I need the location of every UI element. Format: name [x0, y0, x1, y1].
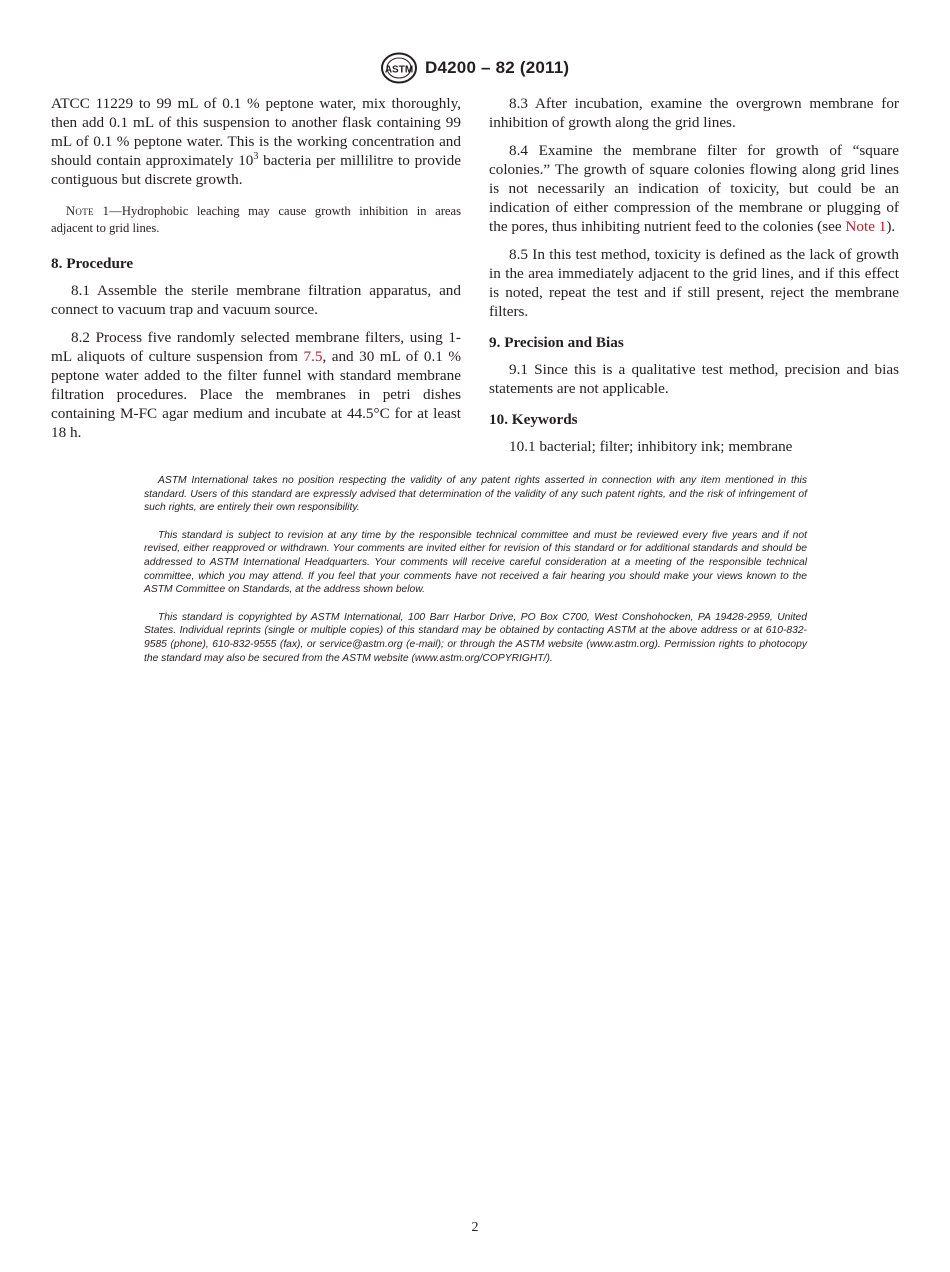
left-column — [51, 94, 461, 451]
link-note-1[interactable]: Note 1 — [845, 218, 887, 235]
section-heading-keywords: 10. Keywords — [489, 411, 578, 428]
paragraph-8-1: 8.1 Assemble the sterile membrane filtration apparatus, and connect to vacuum trap and vacuum source. — [51, 282, 461, 318]
right-column — [489, 94, 899, 465]
note-1 — [51, 203, 461, 236]
paragraph-10-1: 10.1 bacterial; filter; inhibitory ink; membrane — [509, 438, 793, 455]
legal-footer — [144, 474, 807, 679]
revision-notice: This standard is subject to revision at any time by the responsible technical committee and must be reviewed every five years and if not revised, either reapproved or withdrawn. Your comments are invited either for revision of this standard or for additional standards and should be addressed to ASTM International Headquarters. Your comments will receive careful consideration at a meeting of the responsible technical committee, which you may attend. If you feel that your comments have not received a fair hearing you should make your views known to the ASTM Committee on Standards, at the address shown below. — [144, 529, 807, 596]
paragraph-8-5: 8.5 In this test method, toxicity is defined as the lack of growth in the area immediately adjacent to the grid lines, and if this effect is noted, repeat the test and if still present, reject the membrane filters. — [489, 246, 899, 320]
section-heading-precision-bias: 9. Precision and Bias — [489, 334, 624, 351]
continuation-paragraph: ATCC 11229 to 99 mL of 0.1 % peptone water, mix thoroughly, then add 0.1 mL of this suspension to another flask containing 99 mL of 0.1 % peptone water. This is the working concentration and should contain approximately $10^3$ bacteria per millilitre to provide contiguous but discrete growth. — [51, 95, 461, 188]
standard-designation: D4200 – 82 (2011) — [425, 58, 570, 77]
note-label: Note 1 — [66, 204, 110, 218]
paragraph-8-2: 8.2 Process five randomly selected membrane filters, using 1-mL aliquots of culture suspension from 7.5, and 30 mL of 0.1 % peptone water added to the filter funnel with standard membrane filtration procedures. Place the membranes in petri dishes containing M-FC agar medium and incubate at 44.5°C for at least 18 h. — [51, 329, 461, 441]
patent-notice: ASTM International takes no position respecting the validity of any patent rights asserted in connection with any item mentioned in this standard. Users of this standard are expressly advised that determination of the validity of any such patent rights, and the risk of infringement of such rights, are entirely their own responsibility. — [144, 475, 807, 514]
copyright-notice: This standard is copyrighted by ASTM International, 100 Barr Harbor Drive, PO Box C700, West Conshohocken, PA 19428-2959, United States. Individual reprints (single or multiple copies) of this standard may be obtained by contacting ASTM at the above address or at 610-832-9585 (phone), 610-832-9555 (fax), or service@astm.org (e-mail); or through the ASTM website (www.astm.org). Permission rights to photocopy the standard may also be secured from the ASTM website (www.astm.org/COPYRIGHT/). — [144, 611, 807, 664]
paragraph-8-3: 8.3 After incubation, examine the overgrown membrane for inhibition of growth along the grid lines. — [489, 95, 899, 131]
note-text: —Hydrophobic leaching may cause growth inhibition in areas adjacent to grid lines. — [51, 204, 461, 235]
page-header — [0, 52, 950, 86]
logo-text: ASTM — [384, 64, 414, 76]
page-number: 2 — [471, 1220, 479, 1235]
superscript-exponent: 3 — [253, 151, 259, 162]
link-section-7-5[interactable]: 7.5 — [303, 348, 323, 365]
paragraph-9-1: 9.1 Since this is a qualitative test method, precision and bias statements are not applicable. — [489, 361, 899, 397]
paragraph-8-4: 8.4 Examine the membrane filter for growth of “square colonies.” The growth of square colonies flowing along grid lines is not necessarily an indication of toxicity, but could be an indication of either compression of the membrane or plugging of the pores, thus inhibiting nutrient feed to the colonies (see Note 1). — [489, 142, 899, 235]
astm-logo — [380, 52, 418, 84]
section-heading-procedure: 8. Procedure — [51, 255, 134, 272]
